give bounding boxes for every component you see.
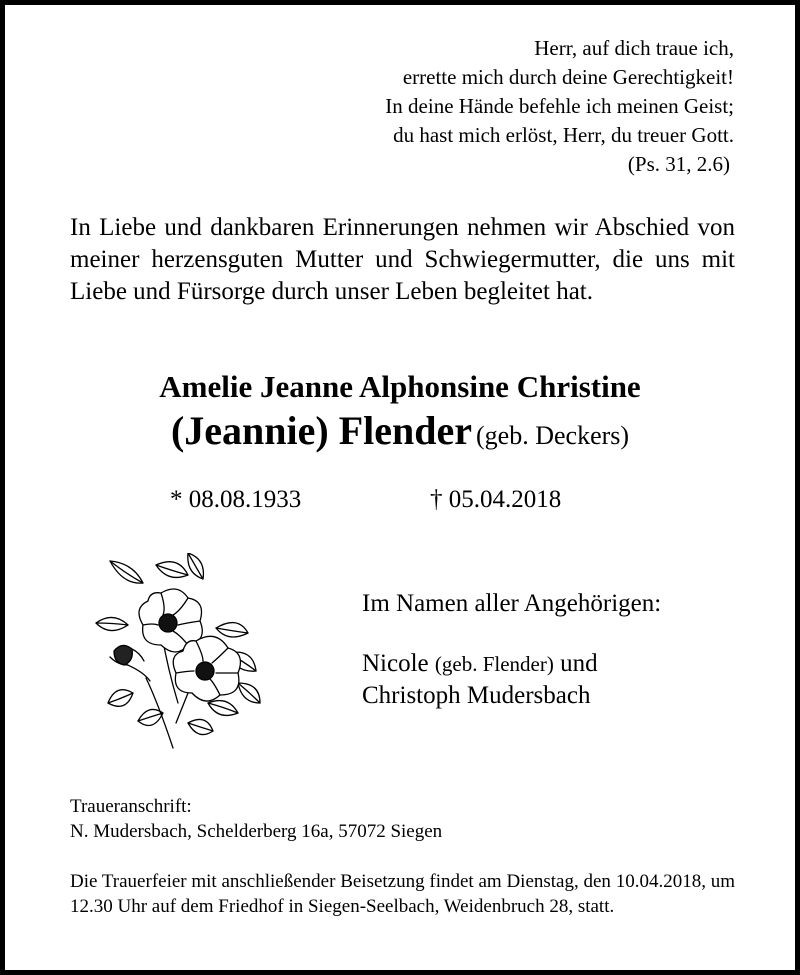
mourner-name-1: Nicole [362, 650, 429, 677]
mourner-maiden-name: (geb. Flender) [434, 652, 554, 676]
psalm-line: du hast mich erlöst, Herr, du treuer Gott. [393, 123, 734, 147]
psalm-reference: (Ps. 31, 2.6) [627, 152, 730, 176]
address-label: Traueranschrift: [70, 796, 192, 817]
mourner-conjunction: und [560, 650, 598, 677]
deceased-given-names: Amelie Jeanne Alphonsine Christine [159, 369, 641, 404]
psalm-line: errette mich durch deine Gerechtigkeit! [402, 65, 734, 89]
mourner-line-1 [362, 648, 661, 680]
death-date: † 05.04.2018 [430, 486, 562, 513]
rose-flower-icon [88, 553, 268, 753]
birth-date: * 08.08.1933 [170, 486, 302, 513]
deceased-name-line [0, 408, 800, 463]
deceased-maiden-name: (geb. Deckers) [476, 421, 630, 450]
deceased-surname: (Jeannie) Flender [170, 408, 473, 453]
mourner-name-2: Christoph Mudersbach [362, 682, 591, 709]
psalm-line: In deine Hände befehle ich meinen Geist; [385, 94, 734, 118]
mourners-heading: Im Namen aller Angehörigen: [362, 590, 662, 617]
mourners-block [362, 588, 661, 712]
psalm-line: Herr, auf dich traue ich, [534, 36, 734, 60]
intro-text: In Liebe und dankbaren Erinnerungen nehmen wir Abschied von meiner herzensguten Mutter und Schwiegermutter, die uns mit Liebe und Fürsorge durch unser Leben begleitet hat. [70, 214, 735, 305]
ceremony-text: Die Trauerfeier mit anschließender Beisetzung findet am Dienstag, den 10.04.2018, um 12.30 Uhr auf dem Friedhof in Siegen-Seelbach, Weidenbruch 28, statt. [70, 871, 735, 917]
mourning-address [70, 794, 442, 844]
psalm-quote [385, 34, 734, 179]
address-value: N. Mudersbach, Schelderberg 16a, 57072 Siegen [70, 821, 443, 842]
